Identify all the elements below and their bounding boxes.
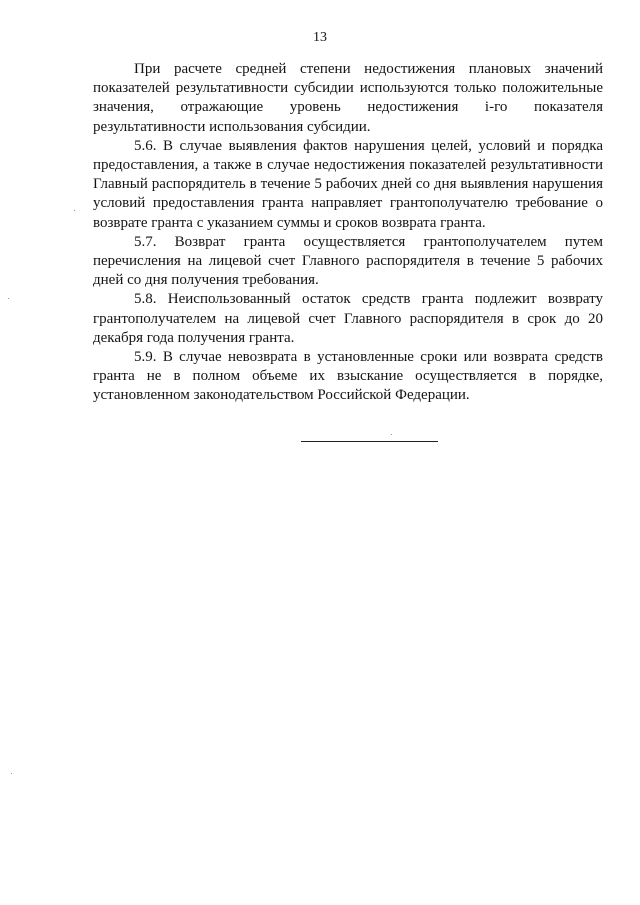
scan-speck <box>74 210 75 211</box>
paragraph-5-9: 5.9. В случае невозврата в установленные сроки или возврата средств гранта не в полном объеме их взыскание осуществляется в порядке, установленном законодательством Российской Федерации. <box>93 349 603 404</box>
scan-speck <box>391 434 392 435</box>
page-number: 13 <box>313 30 327 45</box>
paragraph-intro: При расчете средней степени недостижения плановых значений показателей результативности субсидии используются только положительные значения, отражающие уровень недостижения i-го показателя результативности использования субсидии. <box>93 61 603 135</box>
scan-speck <box>8 298 9 299</box>
paragraph-5-6: 5.6. В случае выявления фактов нарушения целей, условий и порядка предоставления, а также в случае недостижения показателей результативности Главный распорядитель в течение 5 рабочих дней со дня выявления нарушения условий предоставления гранта направляет грантополучателю требование о возврате гранта с указанием суммы и сроков возврата гранта. <box>93 137 603 231</box>
scan-speck <box>11 773 12 774</box>
paragraph-5-8: 5.8. Неиспользованный остаток средств гранта подлежит возврату грантополучателем на лицевой счет Главного распорядителя в срок до 20 декабря года получения гранта. <box>93 291 603 346</box>
end-of-document-rule <box>301 441 438 442</box>
document-body <box>93 60 603 406</box>
paragraph-5-7: 5.7. Возврат гранта осуществляется грантополучателем путем перечисления на лицевой счет Главного распорядителя в течение 5 рабочих дней со дня получения требования. <box>93 233 603 289</box>
